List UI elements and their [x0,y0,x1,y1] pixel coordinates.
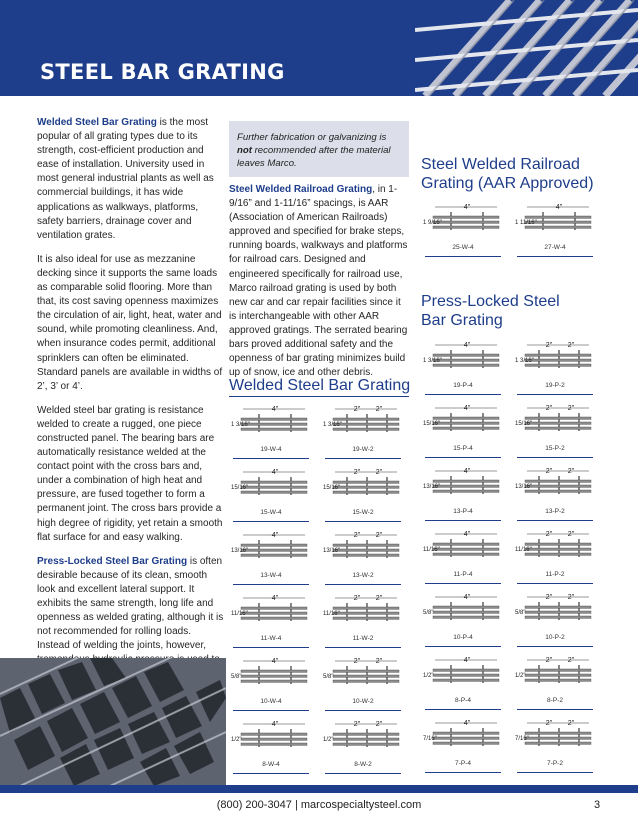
height-label: 13/16" [323,548,341,554]
dimension-label: 2" [545,531,553,538]
diagram-label: 10-W-2 [352,698,374,705]
dimension-label: 2" [353,658,361,665]
dimension-label: 2" [545,468,553,475]
diagram-rule [233,458,309,459]
diagram-label: 27-W-4 [544,244,566,251]
diagram-label: 15-P-2 [545,445,565,452]
diagram-11-W-2 [321,591,405,653]
height-label: 1 3/16" [323,422,342,428]
diagram-8-P-4 [421,653,505,715]
fabrication-note-text [237,131,403,170]
diagram-rule [517,646,593,647]
diagram-rule [425,256,501,257]
height-label: 7/16" [423,736,437,742]
dimension-label: 4" [271,658,279,665]
diagram-19-P-2 [513,338,597,400]
height-label: 15/16" [231,485,249,491]
diagram-label: 19-P-4 [453,382,473,389]
diagram-13-P-2 [513,464,597,526]
diagram-label: 11-P-2 [545,571,565,578]
page-header [0,0,638,96]
diagram-label: 11-W-4 [260,635,282,642]
diagram-10-W-4 [229,654,313,716]
fabrication-note [229,121,409,177]
diagram-label: 7-P-2 [547,760,563,767]
dimension-label: 4" [555,204,563,211]
dimension-label: 4" [271,469,279,476]
height-label: 5/8" [323,674,334,680]
press-heading-line1: Press-Locked Steel [421,293,560,310]
dimension-label: 4" [463,204,471,211]
page-title: STEEL BAR GRATING [40,60,285,84]
height-label: 1/2" [231,737,242,743]
welded-intro-text: is the most popular of all grating types due to its strength, cost-efficient production and ease of installation. University used in most general industrial plants as well as commercial buildings, it has wide applications as walkways, platforms, safety barriers, drainage cover and ventilation grates. [37,117,214,241]
diagram-label: 15-W-2 [352,509,374,516]
diagram-27-W-4 [513,200,597,262]
diagram-7-P-4 [421,716,505,778]
intro-column [37,116,225,734]
height-label: 5/8" [515,610,526,616]
diagram-rule [325,584,401,585]
dimension-label: 2" [375,721,383,728]
diagram-rule [517,457,593,458]
diagram-rule [233,584,309,585]
diagram-13-P-4 [421,464,505,526]
diagram-rule [425,646,501,647]
diagram-11-W-4 [229,591,313,653]
diagram-rule [425,520,501,521]
diagram-rule [425,457,501,458]
height-label: 15/16" [515,421,533,427]
diagram-label: 15-P-4 [453,445,473,452]
diagram-rule [425,772,501,773]
railroad-column [229,183,409,390]
diagram-rule [425,394,501,395]
note-post: recommended after the material leaves Marco. [237,145,391,169]
diagram-13-W-4 [229,528,313,590]
dimension-label: 4" [463,405,471,412]
page-number: 3 [594,799,601,811]
dimension-label: 2" [353,469,361,476]
dimension-label: 2" [545,657,553,664]
diagram-11-P-4 [421,527,505,589]
diagram-label: 25-W-4 [452,244,474,251]
diagram-19-W-2 [321,402,405,464]
diagram-15-P-2 [513,401,597,463]
height-label: 1/2" [423,673,434,679]
height-label: 1 11/16" [515,220,537,226]
welded-intro-paragraph [37,116,225,243]
railroad-heading-line1: Steel Welded Railroad [421,156,580,173]
railroad-paragraph [229,183,409,380]
height-label: 1/2" [323,737,334,743]
note-bold: not [237,145,252,156]
diagram-label: 7-P-4 [455,760,471,767]
dimension-label: 2" [353,532,361,539]
diagram-rule [325,521,401,522]
diagram-10-W-2 [321,654,405,716]
dimension-label: 2" [567,405,575,412]
height-label: 15/16" [423,421,441,427]
footer-contact: (800) 200-3047 | marcospecialtysteel.com [216,799,422,811]
diagram-10-P-2 [513,590,597,652]
dimension-label: 2" [567,594,575,601]
diagram-rule [517,256,593,257]
footer-bar [0,785,638,793]
diagram-rule [325,773,401,774]
diagram-label: 13-W-2 [352,572,374,579]
diagram-10-P-4 [421,590,505,652]
diagram-label: 19-W-4 [260,446,282,453]
dimension-label: 2" [545,594,553,601]
diagram-15-W-2 [321,465,405,527]
diagram-7-P-2 [513,716,597,778]
dimension-label: 4" [271,532,279,539]
diagram-rule [517,772,593,773]
railroad-heading-line2: Grating (AAR Approved) [421,175,594,192]
welded-lead: Welded Steel Bar Grating [37,117,157,128]
dimension-label: 4" [463,468,471,475]
height-label: 11/16" [515,547,532,553]
diagram-rule [517,394,593,395]
dimension-label: 4" [463,342,471,349]
diagram-label: 8-P-4 [455,697,471,704]
height-label: 5/8" [423,610,434,616]
height-label: 13/16" [423,484,441,490]
dimension-label: 4" [463,657,471,664]
diagram-label: 10-W-4 [260,698,282,705]
dimension-label: 2" [353,595,361,602]
diagram-11-P-2 [513,527,597,589]
press-heading-line2: Bar Grating [421,312,503,329]
dimension-label: 2" [545,342,553,349]
welded-heading: Welded Steel Bar Grating [229,377,411,394]
diagram-label: 8-P-2 [547,697,563,704]
dimension-label: 2" [353,721,361,728]
resistance-paragraph: Welded steel bar grating is resistance welded to create a rugged, one piece constructed panel. The bearing bars are automatically resistance welded at the contact point with the cross bars and, under a combination of high heat and pressure, are fused together to form a permanent joint. The cross bars provide a high degree of rigidity, yet retain a smooth flat surface for and easy walking. [37,404,223,543]
dimension-label: 2" [375,658,383,665]
railroad-text: , in 1-9/16” and 1-11/16” spacings, is AAR (Association of American Railroads) approved and specified for brake steps, running boards, walkways and platforms for railroad cars. Designed and engineered specifically for railroad use, Marco railroad grating is used by both new car and car repair facilities since it is interchangeable with other AAR approved gratings. The serrated bearing bars proved additional safety and the openness of bar grating minimizes build up of snow, ice and other debris. [229,184,408,379]
dimension-label: 2" [567,720,575,727]
diagram-label: 13-P-2 [545,508,565,515]
railroad-heading [421,155,594,193]
height-label: 11/16" [423,547,440,553]
height-label: 1 3/16" [423,358,442,364]
height-label: 15/16" [323,485,341,491]
diagram-15-P-4 [421,401,505,463]
dimension-label: 2" [567,531,575,538]
dimension-label: 4" [463,594,471,601]
dimension-label: 2" [353,406,361,413]
mezzanine-paragraph: It is also ideal for use as mezzanine decking since it supports the same loads as comparable solid flooring. More than that, its cost saving openness maximizes the circulation of air, light, heat, water and sound, while promoting cleanliness. And, when insurance codes permit, additional sprinklers can often be eliminated. Standard panels are available in widths of 2’, 3’ or 4’. [37,253,223,392]
height-label: 1 3/16" [231,422,250,428]
dimension-label: 2" [375,532,383,539]
diagram-rule [425,583,501,584]
dimension-label: 4" [271,595,279,602]
diagram-rule [233,647,309,648]
dimension-label: 4" [463,531,471,538]
diagram-rule [325,647,401,648]
diagram-label: 19-W-2 [352,446,374,453]
diagram-label: 13-W-4 [260,572,282,579]
diagram-13-W-2 [321,528,405,590]
dimension-label: 2" [567,657,575,664]
diagram-label: 11-W-2 [352,635,374,642]
diagram-25-W-4 [421,200,505,262]
diagram-rule [325,458,401,459]
height-label: 11/16" [323,611,340,617]
diagram-rule [517,520,593,521]
diagram-19-W-4 [229,402,313,464]
dimension-label: 4" [463,720,471,727]
height-label: 5/8" [231,674,242,680]
diagram-rule [233,521,309,522]
diagram-label: 8-W-2 [354,761,372,768]
dimension-label: 2" [375,406,383,413]
diagram-label: 10-P-4 [453,634,473,641]
height-label: 7/16" [515,736,529,742]
dimension-label: 2" [567,468,575,475]
diagram-rule [233,773,309,774]
railroad-lead: Steel Welded Railroad Grating [229,184,373,195]
diagram-rule [425,709,501,710]
dimension-label: 2" [545,720,553,727]
height-label: 1/2" [515,673,526,679]
dimension-label: 2" [375,595,383,602]
height-label: 1 3/16" [515,358,534,364]
press-locked-text: is often desirable because of its clean, smooth look and excellent lateral support. It exhibits the same strength, long life and openness as welded grating, although it is not recommended for rolling loads. Instead of welding the joints, however, [37,555,224,652]
diagram-15-W-4 [229,465,313,527]
diagram-label: 11-P-4 [453,571,473,578]
grating-photo-header [415,0,638,96]
diagram-8-P-2 [513,653,597,715]
height-label: 13/16" [231,548,249,554]
diagram-label: 8-W-4 [262,761,280,768]
height-label: 13/16" [515,484,533,490]
diagram-8-W-4 [229,717,313,779]
height-label: 11/16" [231,611,248,617]
press-locked-lead: Press-Locked Steel Bar Grating [37,555,188,567]
dimension-label: 2" [375,469,383,476]
press-heading [421,292,560,330]
diagram-label: 15-W-4 [260,509,282,516]
diagram-rule [517,709,593,710]
diagram-rule [325,710,401,711]
dimension-label: 2" [545,405,553,412]
diagram-rule [233,710,309,711]
diagram-rule [517,583,593,584]
welded-heading-rule [229,396,409,397]
grating-photo [0,658,226,786]
diagram-label: 10-P-2 [545,634,565,641]
dimension-label: 4" [271,721,279,728]
diagram-19-P-4 [421,338,505,400]
dimension-label: 2" [567,342,575,349]
diagram-label: 19-P-2 [545,382,565,389]
diagram-8-W-2 [321,717,405,779]
height-label: 1 9/16" [423,220,442,226]
note-pre: Further fabrication or galvanizing is [237,132,387,143]
diagram-label: 13-P-4 [453,508,473,515]
dimension-label: 4" [271,406,279,413]
